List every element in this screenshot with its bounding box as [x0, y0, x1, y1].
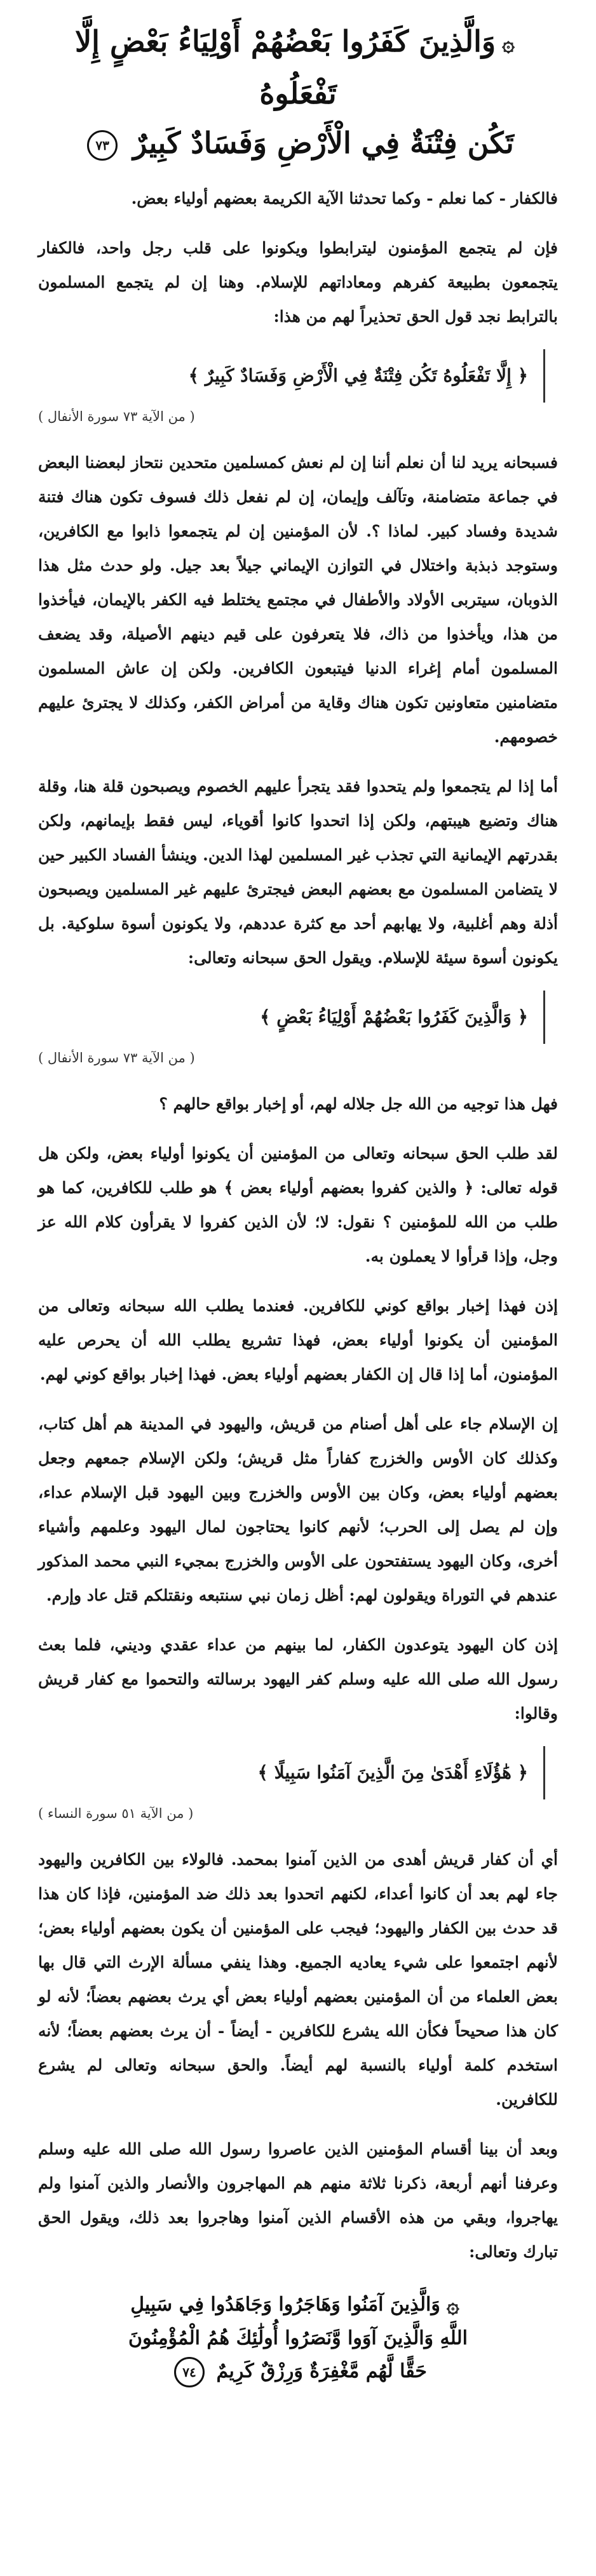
top-verse: [38, 17, 558, 168]
paragraph-1: فالكفار - كما نعلم - وكما تحدثنا الآية الكريمة بعضهم أولياء بعض.: [131, 189, 558, 208]
quote-2-reference: ( من الآية ٧٣ سورة الأنفال ): [38, 1050, 195, 1065]
ayah-number-marker: ٧٤: [174, 2357, 205, 2387]
quote-3: [51, 1746, 545, 1799]
paragraph-9: إذن كان اليهود يتوعدون الكفار، لما بينهم من عداء عقدي وديني، فلما بعث رسول الله صلى الله عليه وسلم كفر اليهود برسالته والتحموا مع كفار قريش وقالوا:: [38, 1636, 558, 1723]
paragraph-10: أي أن كفار قريش أهدى من الذين آمنوا بمحمد. فالولاء بين الكافرين واليهود جاء لهم بعد أن كانوا أعداء، لكنهم اتحدوا بعد ذلك ضد المؤمنين، فإذا كان هذا قد حدث بين الكفار واليهود؛ فيجب على المؤمنين أن يكون بعضهم أولياء بعض؛ لأنهم اجتمعوا على شيء يعاديه الجميع. وهذا ينفي مسألة الإرث التي قال بها بعض العلماء من أن المؤمنين بعضهم أولياء بعض أي يرث بعضهم بعضاً؛ لأنه لو كان هذا صحيحاً فكأن الله يشرع للكافرين - أيضاً - أن يرث بعضهم بعضاً؛ لأنه استخدم كلمة أولياء بالنسبة لهم أيضاً. والحق سبحانه وتعالى لم يشرع للكافرين.: [38, 1850, 558, 2109]
flourish-icon: ۞: [502, 31, 515, 57]
quote-1-reference: ( من الآية ٧٣ سورة الأنفال ): [38, 409, 195, 424]
quote-2-text: ﴿ وَالَّذِينَ كَفَرُوا بَعْضُهُمْ أَوْلِيَاءُ بَعْضٍ ﴾: [260, 1006, 528, 1027]
paragraph-4: أما إذا لم يتجمعوا ولم يتحدوا فقد يتجرأ عليهم الخصوم ويصبحون قلة هنا، وقلة هناك وتضيع هيبتهم، ولكن إذا اتحدوا كانوا أقوياء، ليس فقط بإيمانهم، ولكن بقدرتهم الإيمانية التي تجذب غير المسلمين لهذا الدين. وينشأ الفساد الكبير حين لا يتضامن المسلمون مع بعضهم البعض فيجترئ عليهم غير المسلمين ويصبحون أذلة وهم أغلبية، ولا يهابهم أحد مع كثرة عددهم، ولا يكونون أسوة سلوكية. بل يكونون أسوة سيئة للإسلام. ويقول الحق سبحانه وتعالى:: [38, 777, 558, 967]
final-verse: [38, 2288, 558, 2388]
paragraph-6: لقد طلب الحق سبحانه وتعالى من المؤمنين أن يكونوا أولياء بعض، ولكن هل قوله تعالى: ﴿ والذين كفروا بعضهم أولياء بعض ﴾ هو طلب للكافرين، كما هو طلب من الله للمؤمنين ؟ نقول: لا؛ لأن الذين كفروا لا يقرأون كلام الله عز وجل، وإذا قرأوا لا يعملون به.: [38, 1144, 558, 1265]
top-verse-line-1: ۞وَالَّذِينَ كَفَرُوا بَعْضُهُمْ أَوْلِيَاءُ بَعْضٍ إِلَّا تَفْعَلُوهُ: [38, 17, 558, 118]
paragraph-7: إذن فهذا إخبار بواقع كوني للكافرين. فعندما يطلب الله سبحانه وتعالى من المؤمنين أن يكونوا أولياء بعض، فهذا تشريع يطلب الله أن يحرص عليه المؤمنون، أما إذا قال إن الكفار بعضهم أولياء بعض. فهذا إخبار بواقع كوني لهم.: [38, 1297, 558, 1384]
flourish-icon: ۞: [446, 2293, 459, 2318]
final-verse-line-1: ۞وَالَّذِينَ آمَنُوا وَهَاجَرُوا وَجَاهَدُوا فِي سَبِيلِ: [38, 2288, 558, 2322]
quote-3-reference: ( من الآية ٥١ سورة النساء ): [38, 1806, 194, 1821]
paragraph-8: إن الإسلام جاء على أهل أصنام من قريش، واليهود في المدينة هم أهل كتاب، وكذلك كان الأوس والخزرج كفاراً مثل قريش؛ ولكن الإسلام جمعهم وجعل بعضهم أولياء بعض، وكان بين الأوس والخزرج وبين اليهود قبل الإسلام عداء، وإن لم يصل إلى الحرب؛ لأنهم كانوا يحتاجون لمال اليهود وعلمهم وأشياء أخرى، وكان اليهود يستفتحون على الأوس والخزرج بمجيء النبي محمد المذكور عندهم في التوراة ويقولون لهم: أظل زمان نبي سنتبعه ونقتلكم قتل عاد وإرم.: [38, 1415, 558, 1605]
paragraph-2: فإن لم يتجمع المؤمنون ليترابطوا ويكونوا على قلب رجل واحد، فالكفار يتجمعون بطبيعة كفرهم ومعاداتهم للإسلام. وهنا إن لم يتجمع المسلمون بالترابط نجد قول الحق تحذيراً لهم من هذا:: [38, 239, 558, 326]
paragraph-11: وبعد أن بينا أقسام المؤمنين الذين عاصروا رسول الله صلى الله عليه وسلم وعرفنا أنهم أربعة، ذكرنا ثلاثة منهم هم المهاجرون والأنصار والذين آمنوا ولم يهاجروا، وبقي من هذه الأقسام الذين آمنوا وهاجروا بعد ذلك، ويقول الحق تبارك وتعالى:: [38, 2140, 558, 2261]
top-verse-line-2: تَكُن فِتْنَةٌ فِي الْأَرْضِ وَفَسَادٌ كَبِيرٌ ٧٣: [38, 118, 558, 168]
quote-3-text: ﴿ هَٰؤُلَاءِ أَهْدَىٰ مِنَ الَّذِينَ آمَنُوا سَبِيلًا ﴾: [257, 1762, 528, 1783]
quote-2: [51, 991, 545, 1044]
paragraph-3: فسبحانه يريد لنا أن نعلم أننا إن لم نعش كمسلمين متحدين نتحاز لبعضنا البعض في جماعة متضامنة، وتآلف وإيمان، إن لم نفعل ذلك فسوف تكون هناك فتنة شديدة وفساد كبير. لماذا ؟. لأن المؤمنين إن لم يتجمعوا ذابوا مع الكافرين، وستوجد ذبذبة واختلال في التوازن الإيماني جيلاً بعد جيل. ولو حدث مثل هذا الذوبان، سيتربى الأولاد والأطفال في مجتمع يختلط فيه الكفر بالإيمان، فيأخذوا من هذا، ويأخذوا من ذاك، فلا يتعرفون على قيم دينهم الأصيلة، وقد يضعف المسلمون أمام إغراء الدنيا فيتبعون الكافرين. ولكن إن عاش المسلمون متضامنين متعاونين تكون هناك وقاية من أمراض الكفر، وكذلك لا يجترئ عليهم خصومهم.: [38, 453, 558, 746]
quote-1: [51, 349, 545, 403]
ayah-number-marker: ٧٣: [87, 130, 118, 161]
final-verse-line-2: اللَّهِ وَالَّذِينَ آوَوا وَّنَصَرُوا أُولَٰئِكَ هُمُ الْمُؤْمِنُونَ: [128, 2327, 468, 2349]
quote-1-text: ﴿ إِلَّا تَفْعَلُوهُ تَكُن فِتْنَةٌ فِي الْأَرْضِ وَفَسَادٌ كَبِيرٌ ﴾: [188, 365, 528, 386]
final-verse-line-3: حَقًّا لَّهُم مَّغْفِرَةٌ وَرِزْقٌ كَرِيمٌ ٧٤: [38, 2355, 558, 2388]
paragraph-5: فهل هذا توجيه من الله جل جلاله لهم، أو إخبار بواقع حالهم ؟: [159, 1095, 558, 1113]
